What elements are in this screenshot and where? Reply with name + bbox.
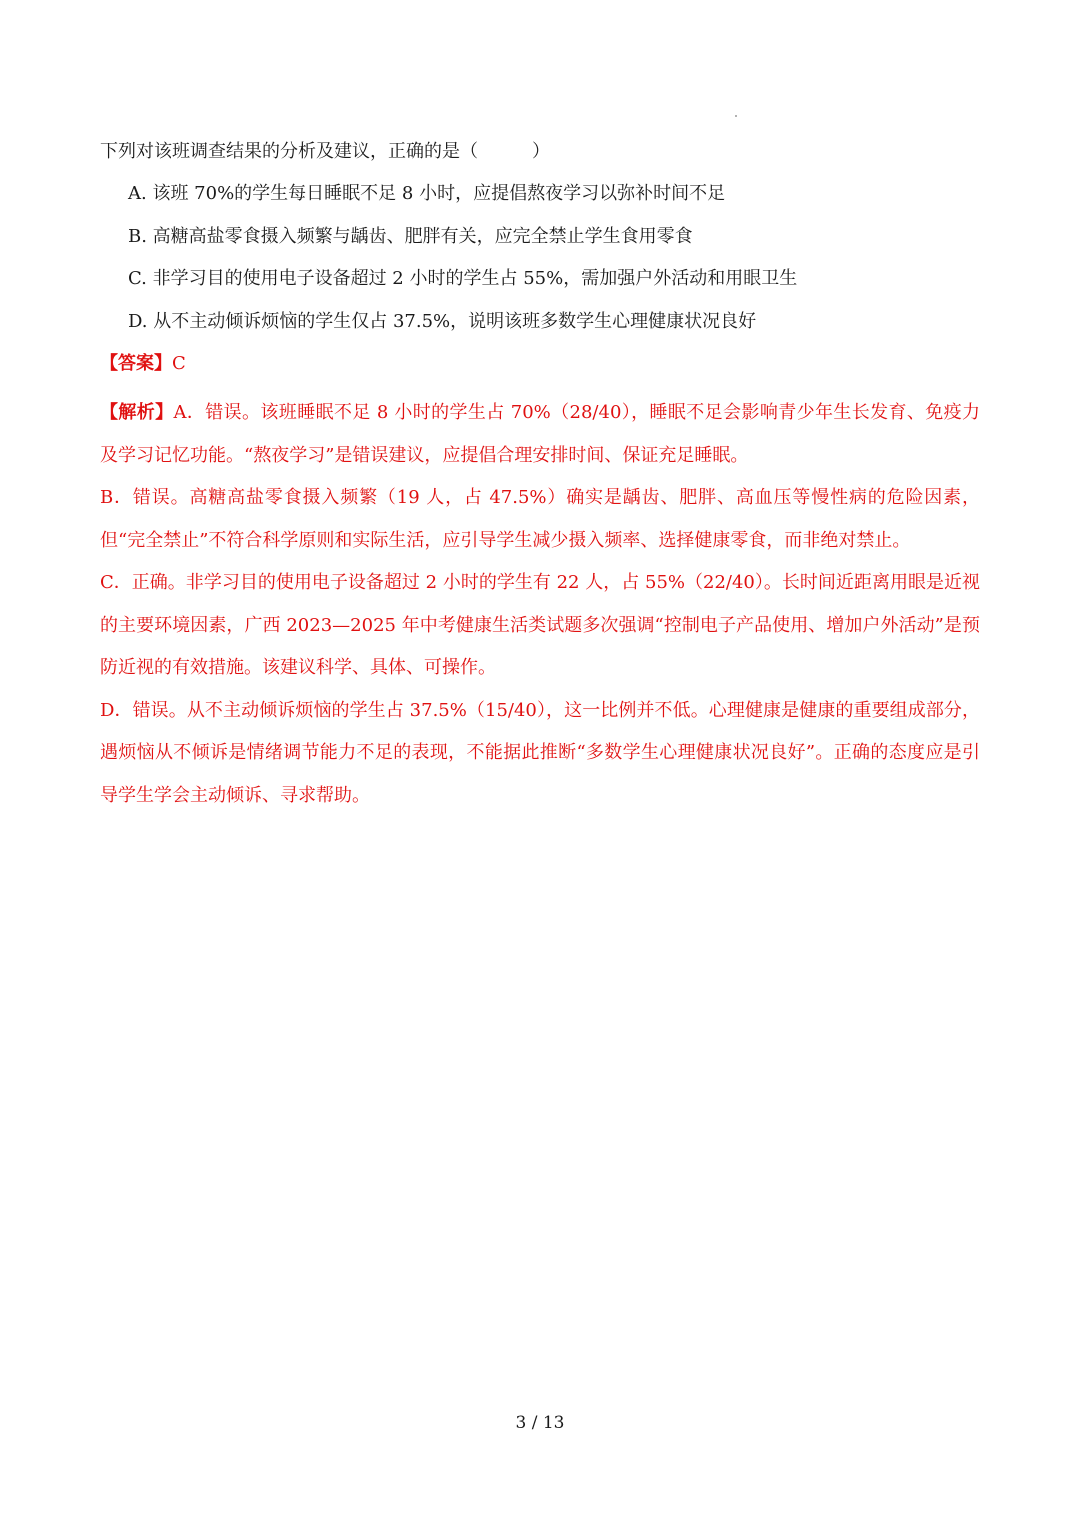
option-d: D. 从不主动倾诉烦恼的学生仅占 37.5%，说明该班多数学生心理健康状况良好	[128, 310, 757, 332]
option-c: C. 非学习目的使用电子设备超过 2 小时的学生占 55%，需加强户外活动和用眼卫生	[128, 268, 798, 289]
page-number: 3 / 13	[515, 1413, 565, 1433]
analysis-text-a: A．错误。该班睡眠不足 8 小时的学生占 70%（28/40），睡眠不足会影响青少年生长发育、免疫力及学习记忆功能。“熬夜学习”是错误建议，应提倡合理安排时间、保证充足睡眠。	[100, 402, 981, 466]
question-stem: 下列对该班调查结果的分析及建议，正确的是（ ）	[100, 141, 550, 162]
option-b: B. 高糖高盐零食摄入频繁与龋齿、肥胖有关，应完全禁止学生食用零食	[128, 225, 693, 247]
analysis-paragraph-d: D．错误。从不主动倾诉烦恼的学生占 37.5%（15/40），这一比例并不低。心理健康是健康的重要组成部分，遇烦恼从不倾诉是情绪调节能力不足的表现，不能据此推断“多数学生心理健康状况良好”。正确的态度应是引导学生学会主动倾诉、寻求帮助。	[100, 699, 980, 806]
analysis-paragraph-a	[100, 392, 980, 477]
answer-line	[100, 350, 186, 378]
option-list	[128, 180, 1008, 350]
analysis-paragraph-c: C．正确。非学习目的使用电子设备超过 2 小时的学生有 22 人，占 55%（22/40）。长时间近距离用眼是近视的主要环境因素，广西 2023—2025 年中考健康生活类试题多次强调“控制电子产品使用、增加户外活动”是预防近视的有效措施。该建议科学、具体、可操作。	[100, 572, 980, 678]
analysis-paragraph-b: B．错误。高糖高盐零食摄入频繁（19 人，占 47.5%）确实是龋齿、肥胖、高血压等慢性病的危险因素，但“完全禁止”不符合科学原则和实际生活，应引导学生减少摄入频率、选择健康零食，而非绝对禁止。	[100, 487, 980, 551]
analysis-section	[100, 392, 980, 817]
answer-tag: 【答案】	[100, 353, 172, 374]
option-a: A. 该班 70%的学生每日睡眠不足 8 小时，应提倡熬夜学习以弥补时间不足	[128, 183, 726, 204]
analysis-tag: 【解析】	[100, 402, 174, 423]
answer-value: C	[172, 353, 186, 374]
stray-dot	[735, 115, 737, 117]
